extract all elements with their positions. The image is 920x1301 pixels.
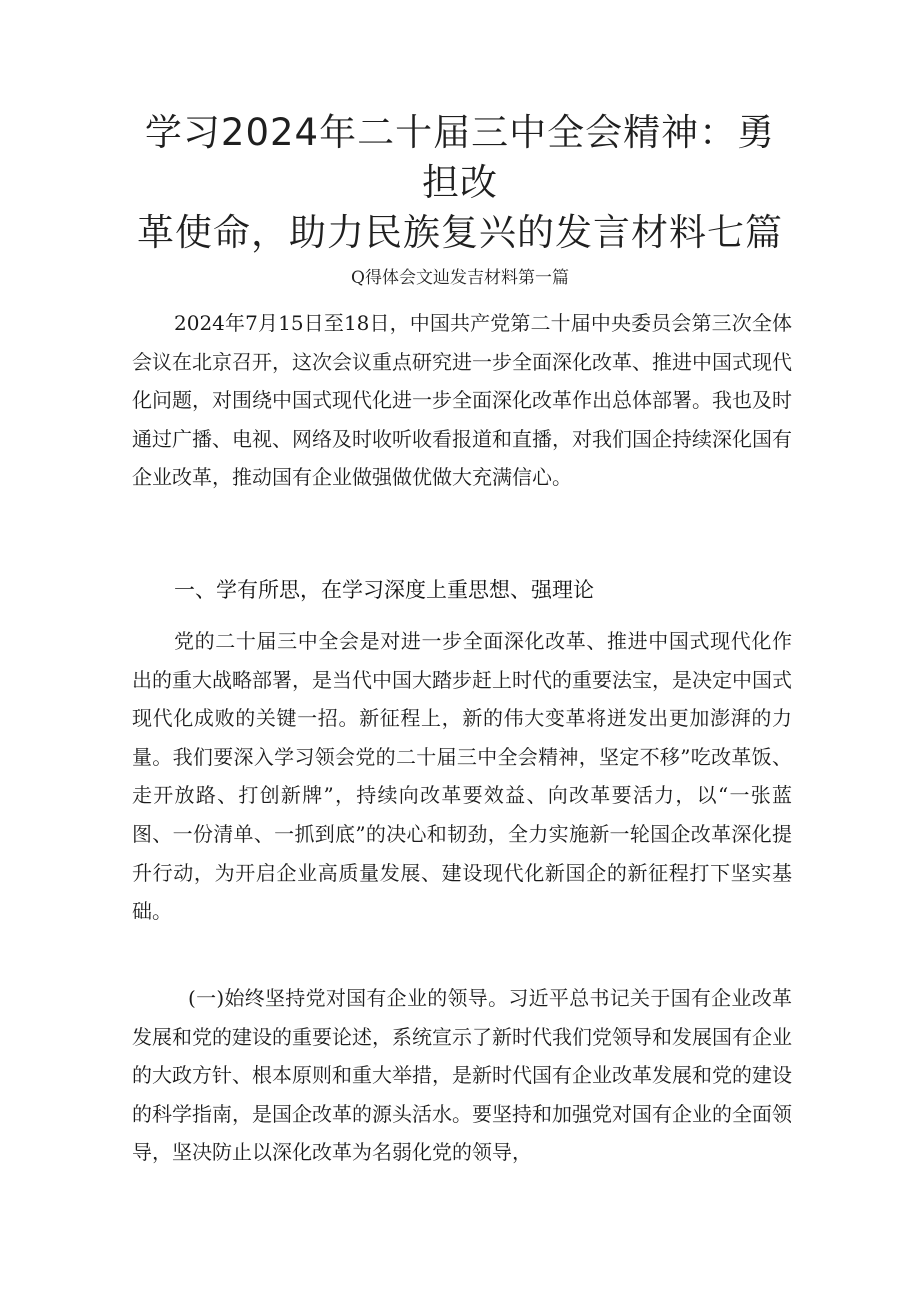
title-line-2: 革使命，助力民族复兴的发言材料七篇	[137, 211, 783, 254]
paragraph-subsection-1: (一)始终坚持党对国有企业的领导。习近平总书记关于国有企业改革发展和党的建设的重要论述，系统宣示了新时代我们党领导和发展国有企业的大政方针、根本原则和重大举措，是新时代国有企业改革发展和党的建设的科学指南，是国企改革的源头活水。要坚持和加强党对国有企业的全面领导，坚决防止以深化改革为名弱化党的领导，	[132, 986, 792, 1165]
document-title	[130, 108, 790, 258]
section-heading-1: 一、学有所思，在学习深度上重思想、强理论	[174, 578, 594, 602]
title-line-1: 学习2024年二十届三中全会精神：勇担改	[144, 111, 776, 204]
paragraph-intro: 2024年7月15日至18日，中国共产党第二十届中央委员会第三次全体会议在北京召开，这次会议重点研究进一步全面深化改革、推进中国式现代化问题，对围绕中国式现代化进一步全面深化改革作出总体部署。我也及时通过广播、电视、网络及时收听收看报道和直播，对我们国企持续深化国有企业改革，推动国有企业做强做优做大充满信心。	[132, 311, 792, 490]
paragraph-section-1: 党的二十届三中全会是对进一步全面深化改革、推进中国式现代化作出的重大战略部署，是当代中国大踏步赶上时代的重要法宝，是决定中国式现代化成败的关键一招。新征程上，新的伟大变革将迸发出更加澎湃的力量。我们要深入学习领会党的二十届三中全会精神，坚定不移”吃改革饭、走开放路、打创新牌”，持续向改革要效益、向改革要活力，以“一张蓝图、一份清单、一抓到底”的决心和韧劲，全力实施新一轮国企改革深化提升行动，为开启企业高质量发展、建设现代化新国企的新征程打下坚实基础。	[132, 629, 792, 924]
document-subtitle: Q得体会文辿发吉材料第一篇	[351, 268, 569, 288]
